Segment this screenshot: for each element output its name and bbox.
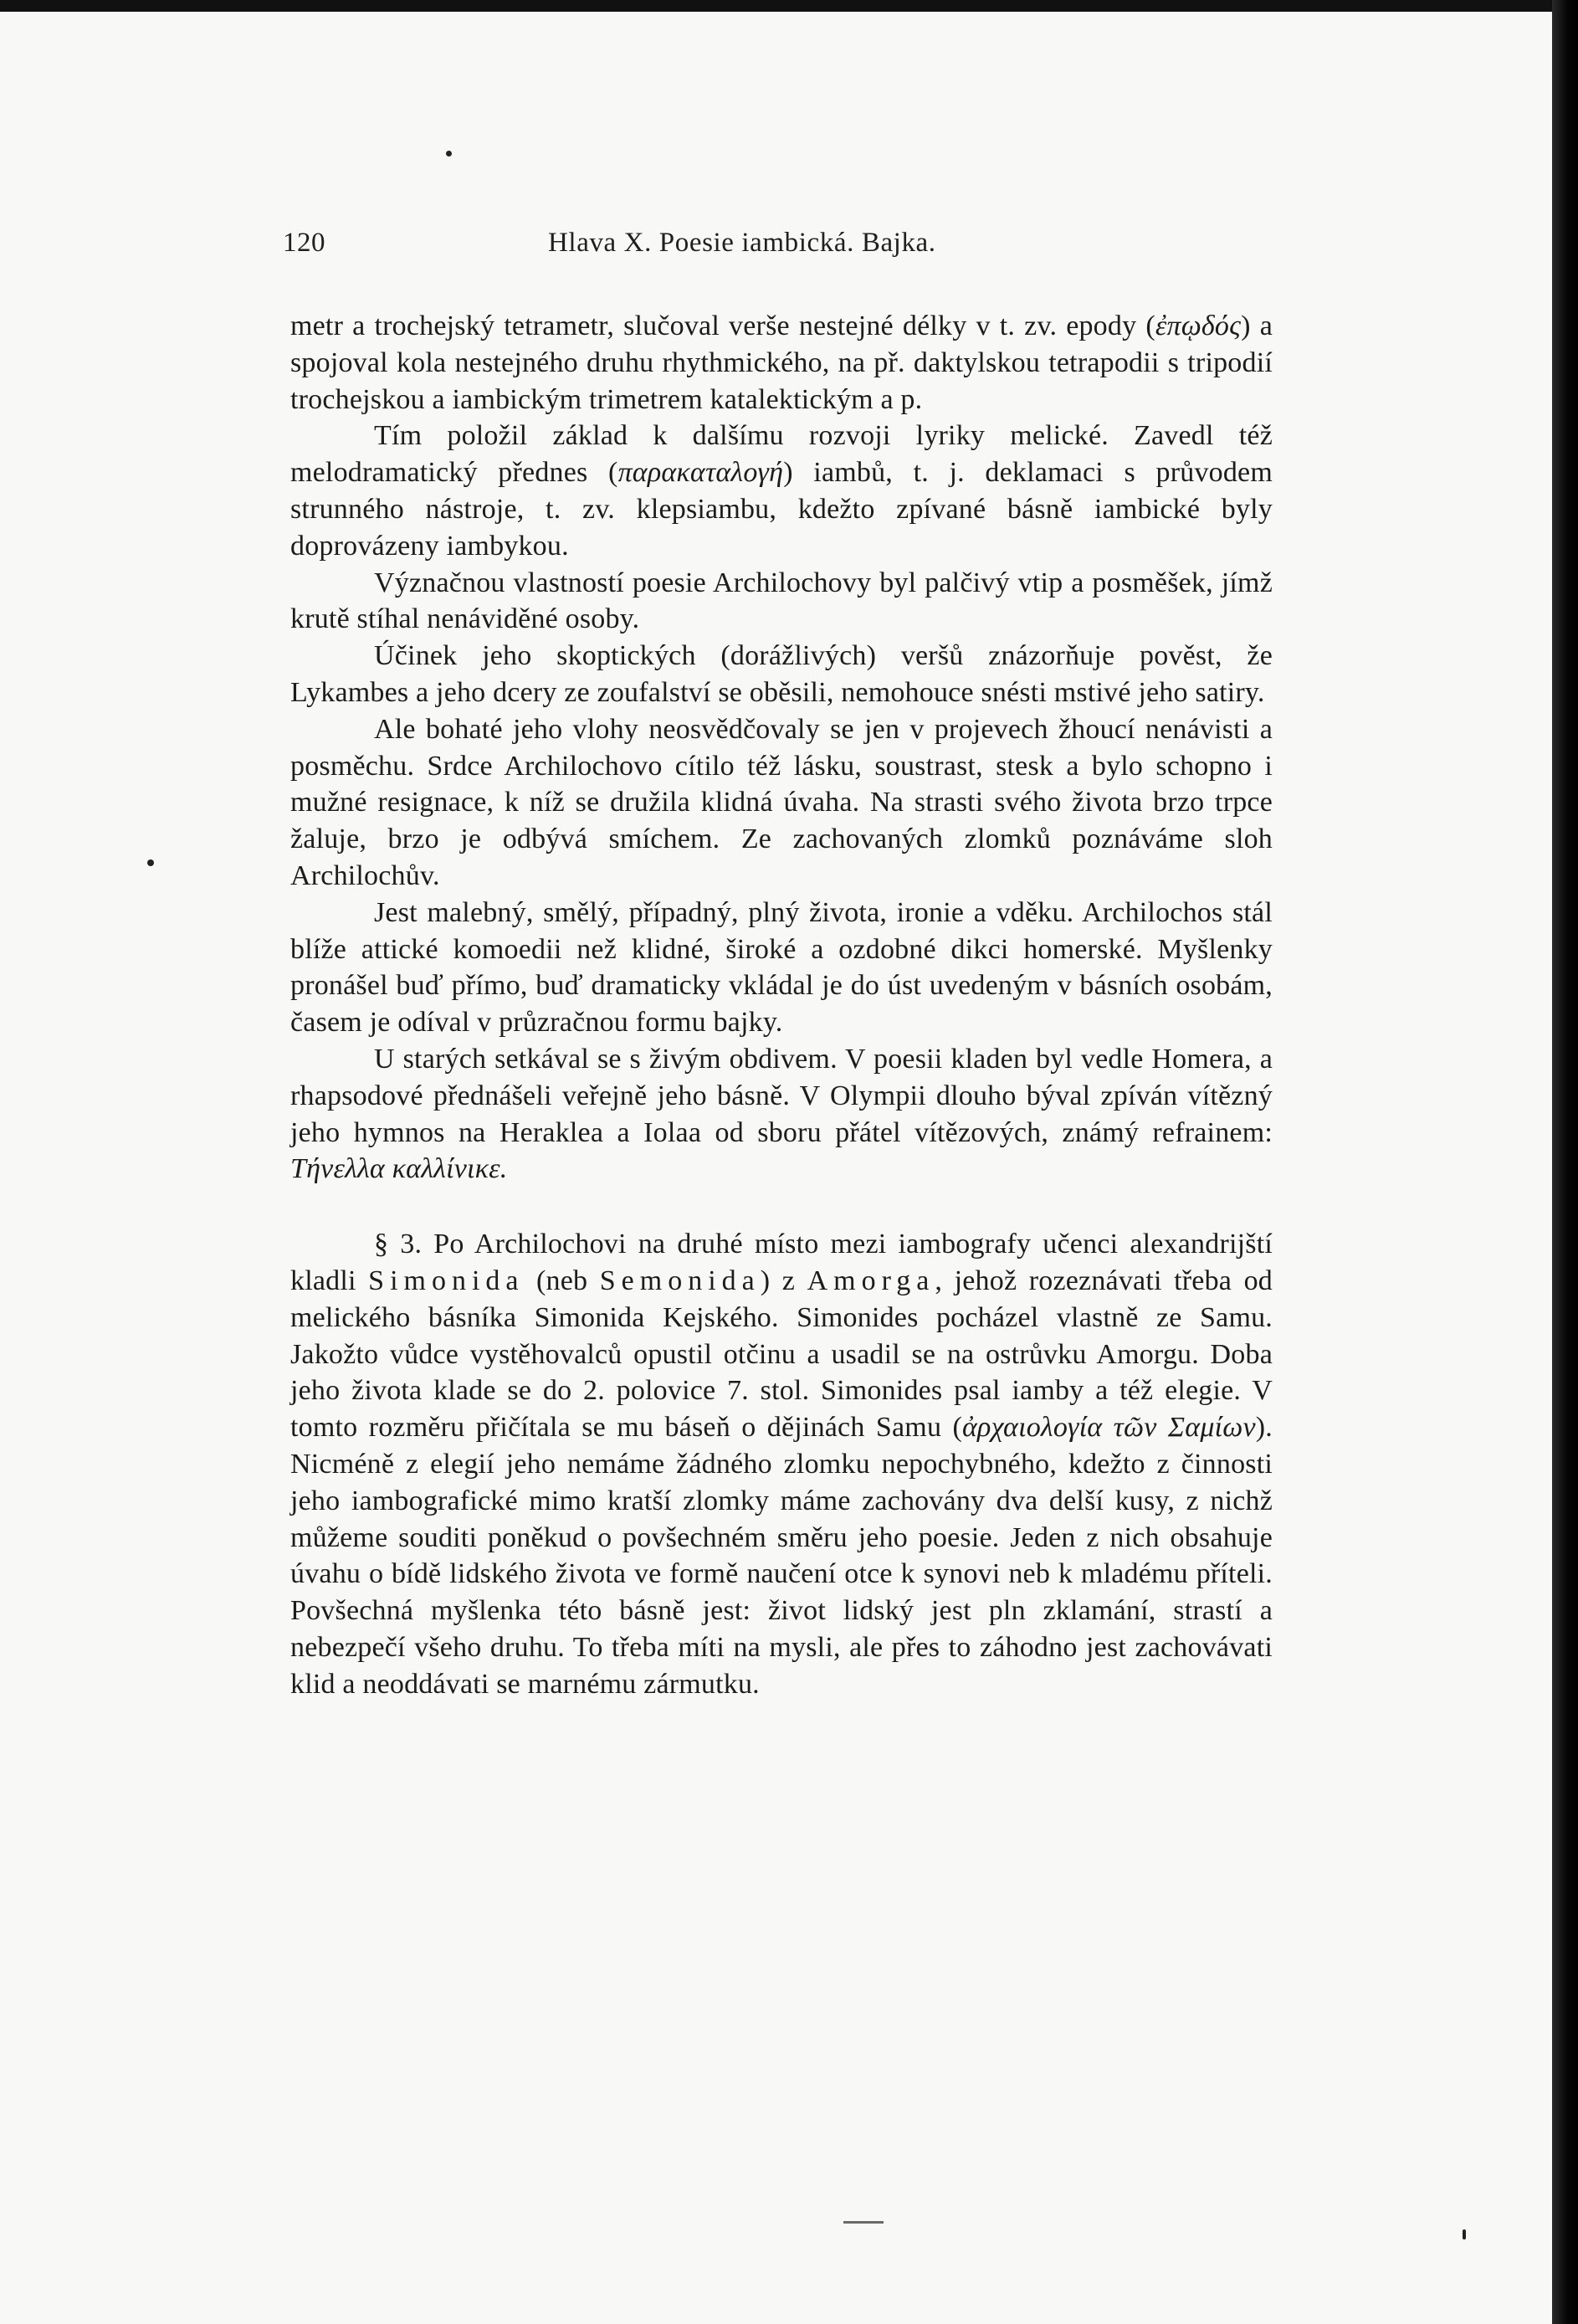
text-run: Jest malebný, smělý, případný, plný života, ironie a vděku. Archilochos stál blíže attické komoedii než klidné, široké a ozdobné dikci homerské. Myšlenky pronášel buď přímo, buď dramaticky vkládal je do úst uvedeným v básních osobám, časem je odíval v průzračnou formu bajky. xyxy=(290,896,1273,1039)
text-run: , jehož rozeznávati třeba od melického básníka Simonida Kejského. Simonides pocházel vlastně ze Samu. Jakožto vůdce vystěhovalců opustil otčinu a usadil se na ostrůvku Amorgu. Doba jeho života klade se do 2. polovice 7. stol. Simonides psal iamby a též elegie. V tomto rozměru přičítala se mu báseň o dějinách Samu ( xyxy=(290,1265,1273,1444)
page-number: 120 xyxy=(283,228,325,258)
paragraph xyxy=(290,1041,1273,1188)
section-paragraph xyxy=(290,1226,1273,1702)
greek-term: ἀρχαιολογία τῶν Σαμίων xyxy=(962,1412,1256,1444)
text-run: ) a spojoval kola nestejného druhu rhythmického, na př. daktylskou tetrapodii s tripodií trochejskou a iambickým trimetrem katalektickým a p. xyxy=(290,310,1273,415)
body-text xyxy=(290,308,1273,1702)
text-run: Význačnou vlastností poesie Archilochovy byl palčivý vtip a posměšek, jímž krutě stíhal nenáviděné osoby. xyxy=(290,567,1273,635)
greek-term: παρακαταλογή xyxy=(617,457,784,489)
text-run: § 3. Po Archilochovi na druhé místo mezi iambografy učenci alexandrijští kladli xyxy=(290,1229,1273,1296)
text-run: U starých setkával se s živým obdivem. V poesii kladen byl vedle Homera, a rhapsodové přednášeli veřejně jeho básně. V Olympii dlouho býval zpíván vítězný jeho hymnos na Heraklea a Iolaa od sboru přátel vítězových, známý refrainem: xyxy=(290,1043,1273,1148)
text-run: metr a trochejský tetrametr, slučoval verše nestejné délky v t. zv. epody ( xyxy=(290,310,1155,341)
text-run: Ale bohaté jeho vlohy neosvědčovaly se jen v projevech žhoucí nenávisti a posměchu. Srdce Archilochovo cítilo též lásku, soustrast, stesk a bylo schopno i mužné resignace, k níž se družila klidná úvaha. Na strasti svého života brzo trpce žaluje, brzo je odbývá smíchem. Ze zachovaných zlomků poznáváme sloh Archilochův. xyxy=(290,713,1273,891)
greek-term: Τήνελλα καλλίνικε. xyxy=(290,1153,508,1185)
paragraph xyxy=(290,638,1273,711)
scan-mark xyxy=(843,2221,884,2224)
scan-speck xyxy=(147,859,154,866)
text-run: ) iambů, t. j. deklamaci s průvodem strunného nástroje, t. zv. klepsiambu, kdežto zpívané básně iambické byly doprovázeny iambykou. xyxy=(290,457,1273,562)
greek-term: ἐπῳδός xyxy=(1155,310,1242,341)
scan-speck xyxy=(1463,2229,1466,2239)
text-run: ). Nicméně z elegií jeho nemáme žádného zlomku nepochybného, kdežto z činnosti jeho iambografické mimo kratší zlomky máme zachovány dva delší kusy, z nichž můžeme souditi poněkud o povšechném směru jeho poesie. Jeden z nich obsahuje úvahu o bídě lidského života ve formě naučení otce k synovi neb k mladému příteli. Povšechná myšlenka této básně jest: život lidský jest pln zklamání, strastí a nebezpečí všeho druhu. To třeba míti na mysli, ale přes to záhodno jest zachovávati klid a neoddávati se marnému zármutku. xyxy=(290,1412,1273,1700)
text-run: ) z xyxy=(760,1265,807,1296)
text-run: Tím položil základ k dalšímu rozvoji lyriky melické. Zavedl též melodramatický přednes ( xyxy=(290,420,1273,489)
spaced-name: Simonida xyxy=(368,1265,525,1296)
page-header xyxy=(276,228,1280,266)
text-run: Účinek jeho skoptických (dorážlivých) veršů znázorňuje pověst, že Lykambes a jeho dcery ze zoufalství se oběsili, nemohouce snésti mstivé jeho satiry. xyxy=(290,640,1273,708)
book-spine-shadow xyxy=(1552,0,1578,2324)
paragraph xyxy=(290,565,1273,639)
spaced-name: Semonida xyxy=(599,1265,761,1296)
scan-speck xyxy=(446,151,452,156)
spaced-name: Amorga xyxy=(807,1265,935,1296)
scan-border-top xyxy=(0,0,1578,12)
paragraph xyxy=(290,895,1273,1041)
paragraph xyxy=(290,418,1273,564)
book-page xyxy=(0,12,1552,2324)
running-title: Hlava X. Poesie iambická. Bajka. xyxy=(548,228,936,258)
text-run: (neb xyxy=(524,1265,600,1296)
paragraph xyxy=(290,711,1273,895)
paragraph xyxy=(290,308,1273,418)
